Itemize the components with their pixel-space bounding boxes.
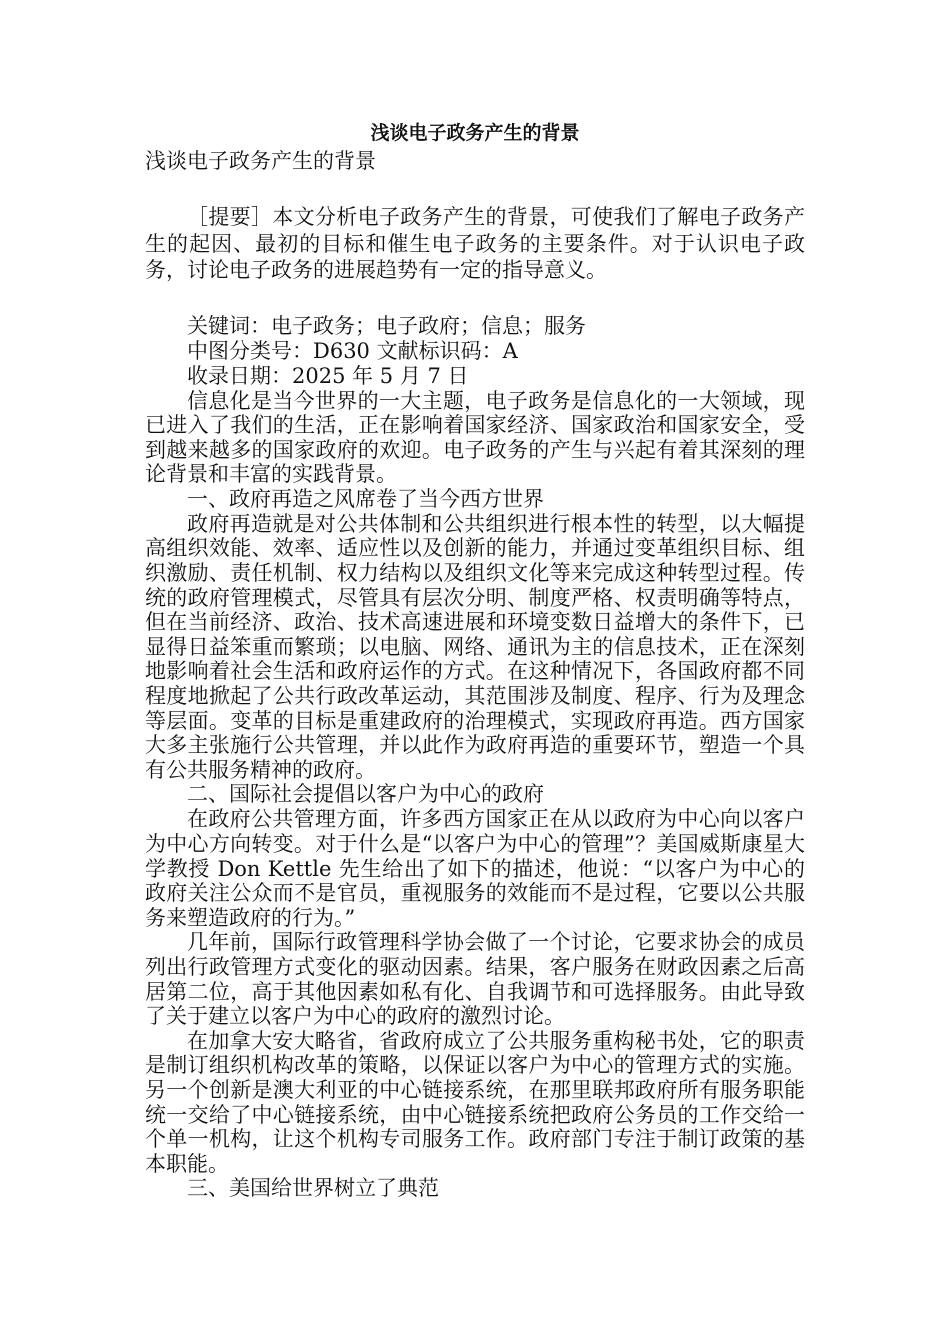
section-1-paragraph: 政府再造就是对公共体制和公共组织进行根本性的转型，以大幅提高组织效能、效率、适应性以及创新的能力，并通过变革组织目标、组织激励、责任机制、权力结构以及组织文化等来完成这种转型过程。传统的政府管理模式，尽管具有层次分明、制度严格、权责明确等特点，但在当前经济、政治、技术高速进展和环境变数日益增大的条件下，已显得日益笨重而繁琐；以电脑、网络、通讯为主的信息技术，正在深刻地影响着社会生活和政府运作的方式。在这种情况下，各国政府都不同程度地掀起了公共行政改革运动，其范围涉及制度、程序、行为及理念等层面。变革的目标是重建政府的治理模式，实现政府再造。西方国家大多主张施行公共管理，并以此作为政府再造的重要环节，塑造一个具有公共服务精神的政府。: [145, 511, 805, 782]
section-heading-1: 一、政府再造之风席卷了当今西方世界: [187, 486, 544, 511]
received-date-line: 收录日期：2025 年 5 月 7 日: [187, 363, 469, 388]
section-2-paragraph-3: 在加拿大安大略省，省政府成立了公共服务重构秘书处，它的职责是制订组织机构改革的策略，以保证以客户为中心的管理方式的实施。另一个创新是澳大利亚的中心链接系统，在那里联邦政府所有服务职能统一交给了中心链接系统，由中心链接系统把政府公务员的工作交给一个单一机构，让这个机构专司服务工作。政府部门专注于制订政策的基本职能。: [145, 1028, 805, 1176]
document-subtitle: 浅谈电子政务产生的背景: [145, 149, 376, 173]
intro-paragraph: 信息化是当今世界的一大主题，电子政务是信息化的一大领域，现已进入了我们的生活，正在影响着国家经济、国家政治和国家安全，受到越来越多的国家政府的欢迎。电子政务的产生与兴起有着其深刻的理论背景和丰富的实践背景。: [145, 388, 805, 487]
keywords-line: 关键词：电子政务；电子政府；信息；服务: [187, 313, 586, 338]
abstract-paragraph: ［提要］本文分析电子政务产生的背景，可使我们了解电子政务产生的起因、最初的目标和催生电子政务的主要条件。对于认识电子政务，讨论电子政务的进展趋势有一定的指导意义。: [145, 205, 805, 282]
classification-line: 中图分类号：D630 文献标识码：A: [187, 338, 518, 363]
section-2-paragraph-1: 在政府公共管理方面，许多西方国家正在从以政府为中心向以客户为中心方向转变。对于什么是“以客户为中心的管理”？美国威斯康星大学教授 Don Kettle 先生给出了如下的描述，他说：“以客户为中心的政府关注公众而不是官员，重视服务的效能而不是过程，它要以公共服务来塑造政府的行为。”: [145, 807, 805, 930]
section-heading-2: 二、国际社会提倡以客户为中心的政府: [187, 782, 544, 807]
document-title: 浅谈电子政务产生的背景: [370, 122, 580, 144]
document-page: [145, 118, 805, 1201]
section-2-paragraph-2: 几年前，国际行政管理科学协会做了一个讨论，它要求协会的成员列出行政管理方式变化的驱动因素。结果，客户服务在财政因素之后高居第二位，高于其他因素如私有化、自我调节和可选择服务。由此导致了关于建立以客户为中心的政府的激烈讨论。: [145, 930, 805, 1029]
section-heading-3: 三、美国给世界树立了典范: [187, 1176, 439, 1201]
